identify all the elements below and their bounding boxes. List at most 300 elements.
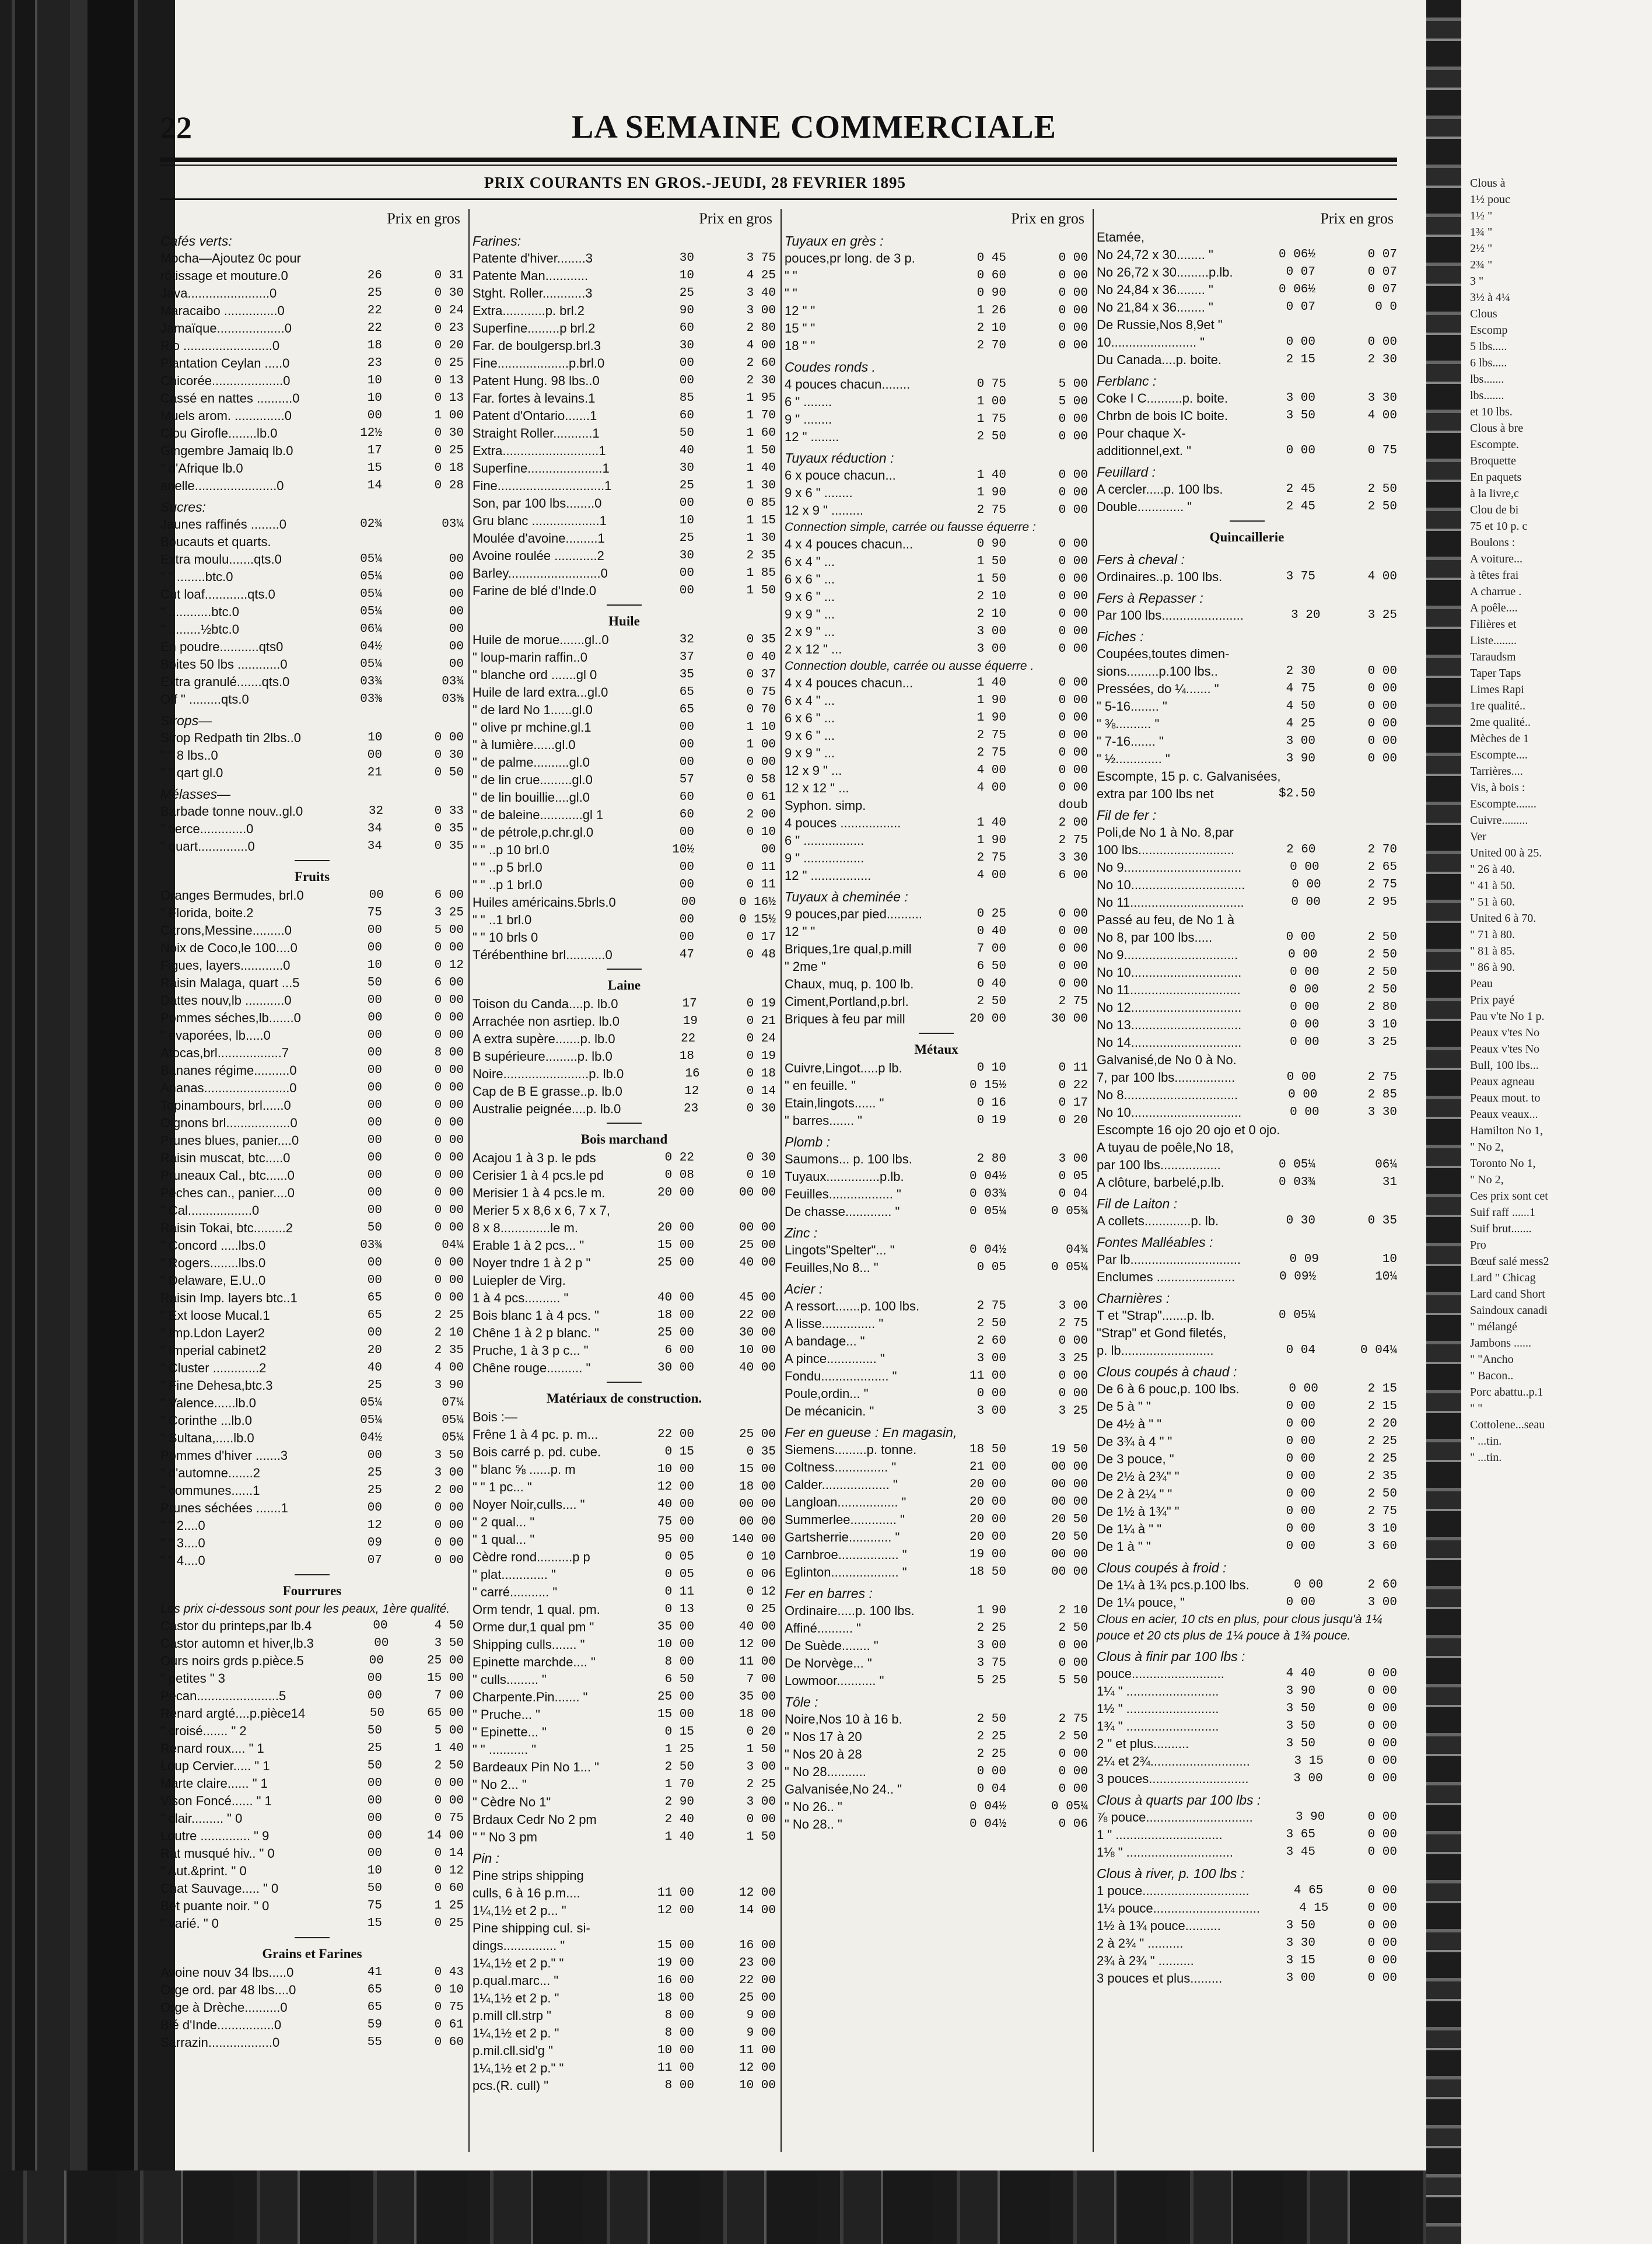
price-low: 3 00	[1286, 392, 1315, 405]
price-low: 2 10	[977, 321, 1006, 335]
price-high: 0 00	[1367, 1845, 1397, 1859]
price-low: 05¼	[360, 553, 382, 566]
price-row	[160, 803, 464, 820]
fragment-line: 1¾ "	[1470, 226, 1493, 239]
price-high: 0 00	[1058, 251, 1088, 265]
price-low: 0 45	[977, 251, 1006, 265]
price-low: 0 00	[1286, 1470, 1315, 1483]
price-low: 1 40	[977, 469, 1006, 482]
price-high	[1316, 911, 1397, 929]
price-row	[785, 867, 1088, 885]
price-row	[160, 691, 464, 708]
item-label: " de lard No 1......gl.0	[473, 702, 593, 717]
price-row	[473, 565, 776, 582]
item-label: Far. de boulgersp.brl.3	[473, 338, 601, 353]
price-high: 12 00	[738, 1886, 776, 1900]
scan-left-edge	[0, 0, 175, 2244]
item-label: " Imperial cabinet2	[160, 1343, 267, 1358]
price-row	[785, 623, 1088, 641]
price-high: 1 00	[434, 409, 464, 422]
price-low: 40	[367, 1361, 382, 1375]
price-row	[1097, 663, 1397, 680]
price-low: 0 00	[1292, 878, 1321, 892]
item-label: rôtissage et mouture.0	[160, 268, 288, 283]
price-low: 1 40	[977, 676, 1006, 690]
price-row	[1097, 390, 1397, 407]
item-label: 1 " ..............................	[1097, 1827, 1223, 1842]
price-high	[1315, 1307, 1397, 1324]
price-row	[785, 1728, 1088, 1746]
item-label: Enclumes ......................	[1097, 1270, 1236, 1284]
price-row	[473, 1359, 776, 1377]
price-low: 00	[367, 1449, 382, 1462]
price-low: 10½	[672, 843, 694, 857]
price-low	[1234, 1324, 1315, 1342]
item-label: Ordinaire.....p. 100 lbs.	[785, 1603, 915, 1618]
price-high: 2 50	[1367, 948, 1397, 962]
item-label: 9 x 6 " ...	[785, 589, 835, 604]
price-low: 00	[679, 721, 694, 734]
price-low: 10	[367, 392, 382, 405]
price-low: 00	[681, 896, 696, 909]
price-row	[473, 1167, 776, 1184]
price-low: 05¼	[360, 658, 382, 671]
price-high: 2 75	[1058, 995, 1088, 1008]
fragment-line: Ces prix sont cet	[1470, 1190, 1548, 1203]
price-row	[160, 1009, 464, 1027]
price-low: 4 00	[977, 869, 1006, 882]
price-low: $2.50	[1278, 787, 1315, 801]
item-label: Chêne rouge.......... "	[473, 1361, 591, 1375]
price-high: 0 12	[434, 1864, 464, 1878]
fragment-line: Escompte.	[1470, 438, 1519, 451]
price-high: 00	[449, 570, 464, 583]
price-low: 59	[367, 2018, 382, 2032]
item-label: De 1¼ à 1¾ pcs.p.100 lbs.	[1097, 1578, 1250, 1592]
price-high: 0 48	[746, 948, 776, 962]
price-low: 0 04½	[969, 1817, 1006, 1831]
price-high: 40 00	[738, 1256, 776, 1270]
item-label: Noire,Nos 10 à 16 b.	[785, 1712, 902, 1726]
price-row	[785, 958, 1088, 976]
price-high: 1 50	[746, 584, 776, 597]
price-high: 0 10	[746, 1550, 776, 1564]
price-row	[785, 1011, 1088, 1028]
price-high	[1315, 425, 1397, 442]
fragment-line: Peaux mout. to	[1470, 1092, 1541, 1104]
item-label: pouces,pr long. de 3 p.	[785, 251, 915, 265]
price-low	[612, 1867, 694, 1885]
item-label: Clou Girofle........lb.0	[160, 426, 278, 441]
price-high: 0 35	[434, 822, 464, 836]
item-label: " blanche ord .......gl 0	[473, 667, 597, 682]
item-label: Siemens.........p. tonne.	[785, 1442, 917, 1457]
section-note: Connection double, carrée ou ausse équerre .	[785, 659, 1034, 673]
price-high	[1315, 785, 1397, 803]
category-heading: Laine	[607, 978, 641, 992]
price-low: 5 25	[977, 1674, 1006, 1687]
price-high	[1315, 229, 1397, 246]
price-row	[1097, 1121, 1397, 1139]
price-low: 4 00	[977, 781, 1006, 795]
price-low: 34	[367, 840, 382, 853]
price-low: 60	[679, 808, 694, 822]
price-row	[473, 1408, 776, 1426]
price-row	[1097, 1882, 1397, 1900]
price-high: 00 00	[738, 1515, 776, 1529]
section-rule	[607, 969, 642, 970]
item-label: 1⅛ " ..............................	[1097, 1845, 1233, 1859]
item-label: " Ext loose Mucal.1	[160, 1308, 270, 1323]
price-high: 0 30	[746, 1151, 776, 1165]
item-label: Bananes régime..........0	[160, 1063, 297, 1078]
item-label: " Cal..................0	[160, 1203, 260, 1218]
price-high: 00 00	[1051, 1548, 1088, 1561]
item-label: 9 pouces,par pied..........	[785, 907, 923, 921]
price-low: 50	[367, 1724, 382, 1738]
price-high: 0 07	[1367, 283, 1397, 296]
price-low: 0 03¾	[1278, 1176, 1315, 1189]
item-label: Eglinton................... "	[785, 1565, 907, 1579]
item-label: Avoine nouv 34 lbs.....0	[160, 1965, 294, 1980]
fragment-line: Cottolene...seau	[1470, 1418, 1545, 1431]
price-low: 2 45	[1286, 500, 1315, 513]
fragment-line: Cuivre.........	[1470, 814, 1528, 827]
section-heading: Pin :	[473, 1851, 500, 1866]
section-heading: Clous coupés à chaud :	[1097, 1364, 1237, 1379]
item-label: No 11...............................	[1097, 983, 1241, 997]
fragment-line: Escompte.......	[1470, 798, 1536, 810]
price-low: 19 00	[969, 1548, 1006, 1561]
price-row	[473, 1601, 776, 1619]
section-heading: Tuyaux en grès :	[785, 233, 884, 249]
price-low: 7 00	[977, 942, 1006, 956]
section-rule	[295, 1574, 330, 1575]
price-row	[473, 390, 776, 407]
price-row	[1097, 1538, 1397, 1556]
price-high: 25 00	[738, 1239, 776, 1252]
price-row	[160, 747, 464, 764]
price-low: 04½	[360, 1431, 382, 1445]
price-low: 3 00	[1293, 1772, 1323, 1785]
price-high: 0 00	[1058, 572, 1088, 586]
price-high: 1 30	[746, 532, 776, 545]
section-heading: Fil de fer :	[1097, 808, 1157, 823]
price-row	[160, 320, 464, 337]
price-row	[1097, 733, 1397, 750]
price-high: 0 00	[1367, 1702, 1397, 1715]
price-high: 00	[449, 640, 464, 653]
price-high: 30 00	[1051, 1012, 1088, 1026]
item-label: De 4½ à " "	[1097, 1417, 1162, 1431]
price-row	[785, 762, 1088, 780]
item-label: extra par 100 lbs net	[1097, 787, 1214, 801]
price-high: 1 50	[746, 444, 776, 457]
price-low: 3 90	[1286, 1684, 1315, 1698]
price-high: 2 60	[746, 356, 776, 370]
price-row	[785, 502, 1088, 519]
item-label: Noyer tndre 1 à 2 p "	[473, 1256, 591, 1270]
item-label: " No 2... "	[473, 1777, 527, 1792]
item-label: " en feuille. "	[785, 1078, 856, 1093]
price-high: 2 50	[1058, 1730, 1088, 1743]
price-row	[160, 1915, 464, 1932]
price-high	[694, 1272, 776, 1289]
price-low: 1 25	[664, 1743, 694, 1756]
column-header: Prix en gros	[1011, 210, 1084, 227]
section-note: Connection simple, carrée ou fausse équerre :	[785, 520, 1036, 534]
item-label: " tierce.............0	[160, 822, 254, 836]
price-row	[473, 2060, 776, 2077]
item-label: " ............btc.0	[160, 604, 239, 619]
item-label: Summerlee............. "	[785, 1512, 905, 1527]
price-row	[473, 495, 776, 512]
price-low: 0 00	[1293, 1578, 1324, 1592]
price-row	[1097, 1718, 1397, 1735]
price-high: 14 00	[738, 1904, 776, 1917]
item-label: Chaux, muq, p. 100 lb.	[785, 977, 914, 991]
price-low: 0 13	[664, 1603, 694, 1616]
price-row	[160, 267, 464, 285]
price-row	[785, 744, 1088, 762]
price-high: 2 70	[1367, 843, 1397, 857]
item-label: Coupées,toutes dimen-	[1097, 646, 1230, 661]
price-high: 35 00	[738, 1690, 776, 1704]
price-high: 10	[1382, 1253, 1397, 1266]
section-heading: Fers à Repasser :	[1097, 590, 1203, 606]
price-low: 40	[679, 444, 694, 457]
price-row	[160, 1880, 464, 1897]
price-low: 00	[367, 1794, 382, 1808]
item-label: " " qart gl.0	[160, 766, 223, 780]
price-high: 2 25	[1367, 1452, 1397, 1466]
price-row	[1097, 698, 1397, 715]
price-row	[160, 2034, 464, 2051]
item-label: " barres....... "	[785, 1113, 862, 1128]
price-row	[160, 1845, 464, 1862]
fragment-line: Boulons :	[1470, 536, 1516, 549]
item-label: 12 " ........	[785, 429, 839, 444]
price-row	[160, 1897, 464, 1915]
price-row	[160, 1377, 464, 1394]
price-high: 0 04	[1058, 1187, 1088, 1201]
price-row	[160, 1740, 464, 1757]
price-low: 25	[367, 1466, 382, 1480]
price-high: 0 00	[1058, 469, 1088, 482]
price-high	[382, 250, 464, 267]
price-high: 3 40	[746, 286, 776, 300]
price-high: 0 00	[434, 941, 464, 955]
item-label: Jaunes raffinés ........0	[160, 517, 287, 532]
item-label: " de pétrole,p.chr.gl.0	[473, 825, 594, 840]
price-high: 25 00	[738, 1428, 776, 1441]
price-high: 0 00	[1058, 339, 1088, 352]
price-row	[473, 582, 776, 600]
price-high: 0 30	[434, 427, 464, 440]
item-label: 18 " "	[785, 338, 816, 353]
price-high: 0 37	[746, 668, 776, 681]
price-row	[785, 692, 1088, 709]
price-row	[473, 1100, 776, 1118]
price-high: 0 60	[434, 2036, 464, 2049]
price-row	[160, 1079, 464, 1097]
item-label: Raisin Tokai, btc.........2	[160, 1221, 293, 1235]
price-high: 0 05¾	[1051, 1205, 1088, 1218]
item-label: 1¼ pouce..............................	[1097, 1901, 1261, 1916]
price-high: 0 14	[746, 1085, 776, 1098]
fragment-line: " 41 à 50.	[1470, 879, 1516, 892]
price-row	[785, 411, 1088, 428]
price-low: 00	[367, 941, 382, 955]
price-high	[1315, 316, 1397, 334]
price-row	[473, 477, 776, 495]
item-label: Feuilles.................. "	[785, 1187, 901, 1201]
section-heading: Sucres:	[160, 499, 206, 515]
price-low: 03¾	[360, 1239, 382, 1252]
price-row	[473, 1202, 776, 1219]
price-row	[785, 1564, 1088, 1581]
item-label: Lingots"Spelter"... "	[785, 1243, 895, 1257]
price-low: 11 00	[969, 1369, 1006, 1383]
price-row	[785, 571, 1088, 588]
price-high: 4 00	[434, 1361, 464, 1375]
price-row	[160, 1464, 464, 1482]
price-high: 0 21	[746, 1015, 776, 1028]
item-label: Plantation Ceylan .....0	[160, 356, 290, 370]
price-row	[160, 1827, 464, 1845]
price-low: 3 15	[1286, 1954, 1315, 1967]
price-row	[1097, 1156, 1397, 1174]
item-label: Affiné.......... "	[785, 1621, 861, 1635]
price-high: 0 00	[434, 1011, 464, 1025]
price-high: 140 00	[732, 1533, 776, 1546]
price-low: 26	[367, 269, 382, 282]
fragment-line: Pau v'te No 1 p.	[1470, 1010, 1545, 1023]
price-low: 2 25	[977, 1747, 1006, 1761]
item-label: Etain,lingots...... "	[785, 1096, 884, 1110]
price-high: 0 07	[1367, 265, 1397, 279]
price-high: 0 20	[746, 1725, 776, 1739]
item-label: Topinambours, brl......0	[160, 1098, 291, 1113]
price-high: 25 00	[426, 1654, 464, 1668]
price-high: 15 00	[738, 1463, 776, 1476]
price-row	[473, 1990, 776, 2007]
price-row	[473, 824, 776, 841]
price-low: 4 40	[1286, 1667, 1315, 1680]
price-row	[1097, 229, 1397, 246]
item-label: Raisin muscat, btc.....0	[160, 1151, 290, 1165]
price-low: 0 00	[1286, 1596, 1315, 1609]
item-label: " 5-16........ "	[1097, 699, 1167, 714]
price-high: 0 30	[434, 286, 464, 300]
item-label: 12 " "	[785, 303, 816, 318]
price-low: 00	[367, 1326, 382, 1340]
price-high: 5 00	[434, 1724, 464, 1738]
item-label: Extra moulu.......qts.0	[160, 552, 282, 567]
price-row	[473, 1741, 776, 1759]
price-row	[1097, 911, 1397, 929]
price-low: 05¼	[360, 588, 382, 601]
price-row	[473, 754, 776, 771]
price-high: 0 00	[434, 731, 464, 744]
price-low: 0 40	[977, 977, 1006, 991]
price-low: 10	[368, 731, 383, 744]
item-label: p.mil.cll.sid'g "	[473, 2043, 553, 2058]
price-high: 19 50	[1051, 1443, 1088, 1456]
item-label: Extra............p. brl.2	[473, 303, 584, 318]
price-low: 00	[368, 1011, 383, 1025]
price-high: 11 00	[738, 1655, 776, 1669]
price-low: 21	[367, 766, 382, 780]
item-label: " Sultana,.....lb.0	[160, 1431, 254, 1445]
price-low: 55	[367, 2036, 382, 2049]
item-label: No 24,72 x 30........ "	[1097, 247, 1213, 262]
item-label: De 2½ à 2¾" "	[1097, 1469, 1180, 1484]
price-high: 0 00	[1367, 1902, 1397, 1915]
price-low: 6 00	[664, 1344, 694, 1357]
item-label: Australie peignée....p. lb.0	[473, 1102, 621, 1116]
price-high: 65 00	[426, 1707, 464, 1720]
price-high: 0 00	[1058, 1639, 1088, 1652]
price-high: 3 90	[434, 1379, 464, 1392]
price-row	[473, 1013, 776, 1030]
item-label: Toison du Canda....p. lb.0	[473, 997, 618, 1011]
price-low: 4 15	[1299, 1902, 1329, 1915]
fragment-line: Lard " Chicag	[1470, 1271, 1536, 1284]
price-row	[1097, 1503, 1397, 1521]
price-high: 3 30	[1058, 851, 1088, 865]
price-row	[473, 929, 776, 946]
fragment-line: A charrue .	[1470, 585, 1522, 598]
price-high: 0 00	[434, 1291, 464, 1305]
price-row	[473, 1654, 776, 1671]
price-low: 1 75	[977, 413, 1006, 426]
fragment-line: Broquette	[1470, 455, 1516, 467]
price-row	[473, 2042, 776, 2060]
price-high: 0 00	[1058, 764, 1088, 777]
item-label: En poudre...........qts0	[160, 639, 284, 654]
fragment-line: Toronto No 1,	[1470, 1157, 1536, 1170]
item-label: " " ..p 10 brl.0	[473, 843, 550, 857]
price-high: 0 00	[1367, 1684, 1397, 1698]
price-high: 0 00	[1058, 1747, 1088, 1761]
price-row	[785, 850, 1088, 867]
item-label: 4 pouces chacun........	[785, 377, 911, 392]
item-label: No 13...............................	[1097, 1018, 1242, 1032]
price-low: 0 06½	[1278, 283, 1315, 296]
price-high: 0 0	[1375, 300, 1397, 314]
price-low: 2 10	[977, 607, 1006, 621]
price-low: 3 00	[977, 625, 1006, 638]
item-label: Loup Cervier..... " 1	[160, 1759, 270, 1773]
journal-title: LA SEMAINE COMMERCIALE	[572, 109, 1056, 145]
price-row	[785, 1637, 1088, 1655]
price-row	[1097, 859, 1397, 876]
price-low: 00	[367, 924, 382, 937]
price-low: 3 00	[977, 1639, 1006, 1652]
fragment-line: Mèches de 1	[1470, 732, 1530, 745]
price-high: 0 14	[434, 1847, 464, 1860]
price-row	[473, 1811, 776, 1829]
price-row	[785, 1655, 1088, 1672]
price-low: 3 00	[1286, 735, 1315, 748]
item-label: Cassé en nattes ..........0	[160, 391, 300, 406]
price-row	[160, 1289, 464, 1307]
fragment-line: 5 lbs.....	[1470, 340, 1507, 353]
price-high: 0 00	[434, 1064, 464, 1077]
price-high: 0 00	[434, 1221, 464, 1235]
item-label: Huiles américains.5brls.0	[473, 895, 616, 910]
